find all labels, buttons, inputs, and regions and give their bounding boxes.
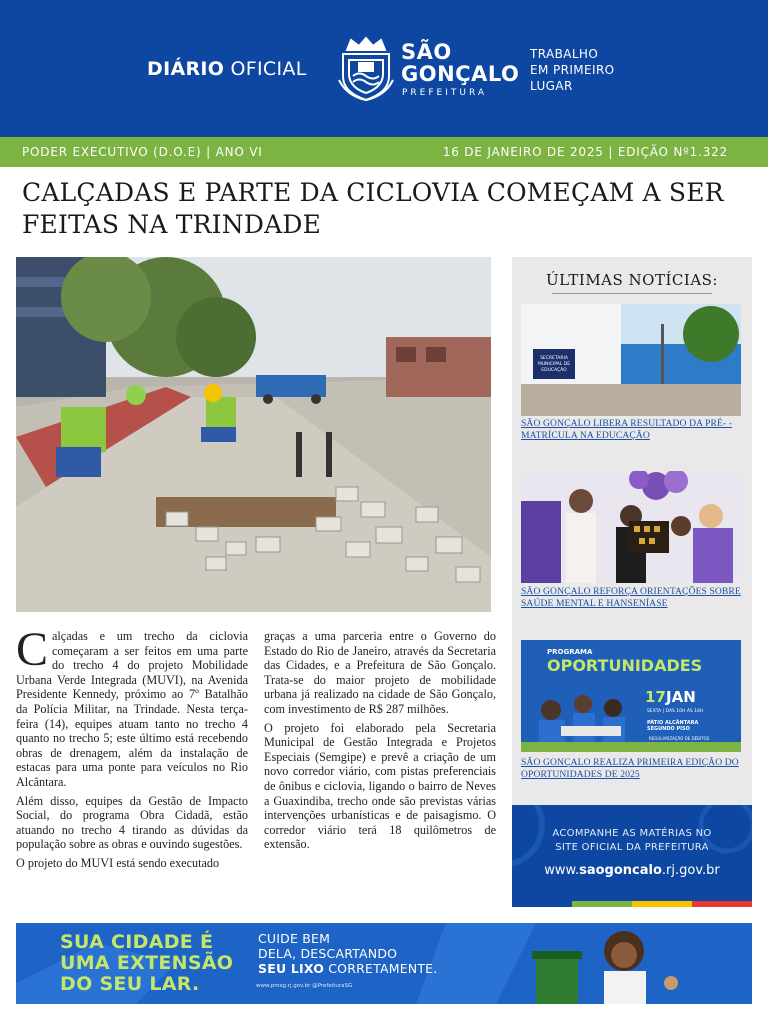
campaign-msg-line-1: CUIDE BEM [258, 931, 331, 946]
news-1-sign-line-3: EDUCAÇÃO [541, 368, 567, 373]
sidebar-title: ÚLTIMAS NOTÍCIAS: [546, 271, 718, 289]
title-bold: DIÁRIO [147, 58, 225, 80]
title-regular: OFICIAL [224, 58, 307, 80]
news-image-3[interactable] [521, 640, 741, 752]
url-domain: saogoncalo [579, 863, 662, 878]
news-image-1[interactable] [521, 304, 741, 416]
news-link-3[interactable]: SÃO GONÇALO REALIZA PRIMEIRA EDIÇÃO DO OPORTUNIDADES DE 2025 [521, 757, 739, 780]
diario-oficial-title [147, 58, 307, 80]
masthead [0, 0, 768, 137]
campaign-footer: www.pmsg.rj.gov.br @PrefeituraSG [256, 983, 353, 989]
promo-line-2: SITE OFICIAL DA PREFEITURA [555, 842, 709, 853]
dropcap: C [16, 623, 49, 676]
campaign-line-2: UMA EXTENSÃO [60, 952, 234, 974]
oportunidades-title: OPORTUNIDADES [547, 656, 703, 675]
news-image-2[interactable] [521, 471, 741, 583]
promo-line-1: ACOMPANHE AS MATÉRIAS NO [552, 828, 712, 839]
event-place: PÁTIO ALCÂNTARA [647, 720, 699, 726]
article-paragraph-2: Além disso, equipes da Gestão de Impacto Social, do programa Obra Cidadã, estão atuando no trecho 4 tirando as dúvidas da população sobre as obras e ouvindo sugestões. [16, 793, 248, 852]
news-1-sign-line-1: SECRETARIA [540, 356, 568, 361]
url-suffix: .rj.gov.br [661, 863, 720, 878]
city-line-2: GONÇALO [401, 62, 520, 86]
event-time: SEXTA | DAS 10H ÀS 16H [647, 709, 704, 714]
article-photo [16, 257, 491, 612]
sidebar-divider [552, 293, 712, 294]
website-promo [512, 805, 752, 907]
edition-date: 16 DE JANEIRO DE 2025 | EDIÇÃO Nº1.322 [442, 145, 728, 159]
article-column-1 [16, 623, 248, 875]
article-paragraph-5: O projeto foi elaborado pela Secretaria Municipal de Gestão Integrada e Projetos Especiais (Semgipe) e prevê a criação de um novo corredor viário, com pistas preferenciais de ônibus e ciclovia, ligando o bairro de Neves a Guaxindiba, trecho onde são previstas várias intervenções urbanísticas e de paisagismo. O corredor viário terá 18 quilômetros de extensão. [264, 720, 496, 852]
edition-bar-left: PODER EXECUTIVO (D.O.E) | ANO VI [22, 145, 263, 159]
news-link-1[interactable]: SÃO GONÇALO LIBERA RESULTADO DA PRÉ- -MATRÍCULA NA EDUCAÇÃO [521, 418, 733, 441]
article-paragraph-1 [16, 623, 248, 790]
article-column-2 [264, 629, 496, 856]
article-headline: CALÇADAS E PARTE DA CICLOVIA COMEÇAM A SER FEITAS NA TRINDADE [22, 178, 724, 239]
campaign-msg-line-2: DELA, DESCARTANDO [258, 946, 398, 961]
paragraph-1-text: alçadas e um trecho da ciclovia começaram a ser feitos em uma parte do trecho 4 do projeto Mobilidade Urbana Verde Integrada (MUVI), na Avenida Presidente Kennedy, próximo ao 7º Batalhão da Polícia Militar, na Trindade. Nesta terça-feira (14), equipes atuam tanto no trecho 4 quanto no trecho 5; este último está recebendo obras de drenagem, além da instalação de estacas para uma ponte para veículos no Rio Alcântara. [16, 629, 248, 789]
campaign-message [258, 931, 437, 976]
promo-text [512, 827, 752, 855]
slogan-line-3: LUGAR [530, 79, 573, 93]
event-service: REGULARIZAÇÃO DE DÉBITOS [649, 736, 710, 741]
event-month: JAN [666, 688, 696, 706]
news-link-2[interactable]: SÃO GONÇALO REFORÇA ORIENTAÇÕES SOBRE SAÚDE MENTAL E HANSENÍASE [521, 586, 741, 609]
article-paragraph-3: O projeto do MUVI está sendo executado [16, 855, 220, 870]
city-line-1: SÃO [401, 40, 452, 64]
article-paragraph-4: graças a uma parceria entre o Governo do Estado do Rio de Janeiro, através da Secretaria das Cidades, e a Prefeitura de São Gonçalo. Trata-se do maior projeto de mobilidade urbana já realizado na cidade de São Gonçalo, com investimento de R$ 287 milhões. [264, 629, 496, 716]
campaign-headline [60, 932, 233, 995]
city-crest-icon [337, 36, 395, 102]
slogan-line-2: EM PRIMEIRO [530, 63, 615, 77]
oportunidades-program-label: PROGRAMA [547, 648, 593, 656]
campaign-line-3: DO SEU LAR. [60, 973, 200, 995]
prefeitura-label: PREFEITURA [402, 88, 488, 98]
city-name [401, 41, 519, 85]
url-prefix: www. [544, 863, 580, 878]
slogan-line-1: TRABALHO [530, 47, 599, 61]
news-1-sign-line-2: MUNICIPAL DE [537, 362, 571, 367]
slogan [530, 46, 650, 94]
campaign-msg-bold: SEU LIXO [258, 961, 325, 976]
edition-bar [0, 137, 768, 167]
color-stripes [512, 901, 752, 907]
campaign-banner [16, 923, 752, 1004]
site-url-link[interactable] [512, 863, 752, 878]
campaign-msg-end: CORRETAMENTE. [324, 961, 438, 976]
campaign-line-1: SUA CIDADE É [60, 931, 214, 953]
latest-news-sidebar [512, 257, 752, 907]
event-floor: SEGUNDO PISO [647, 726, 690, 732]
event-day: 17 [645, 688, 666, 706]
